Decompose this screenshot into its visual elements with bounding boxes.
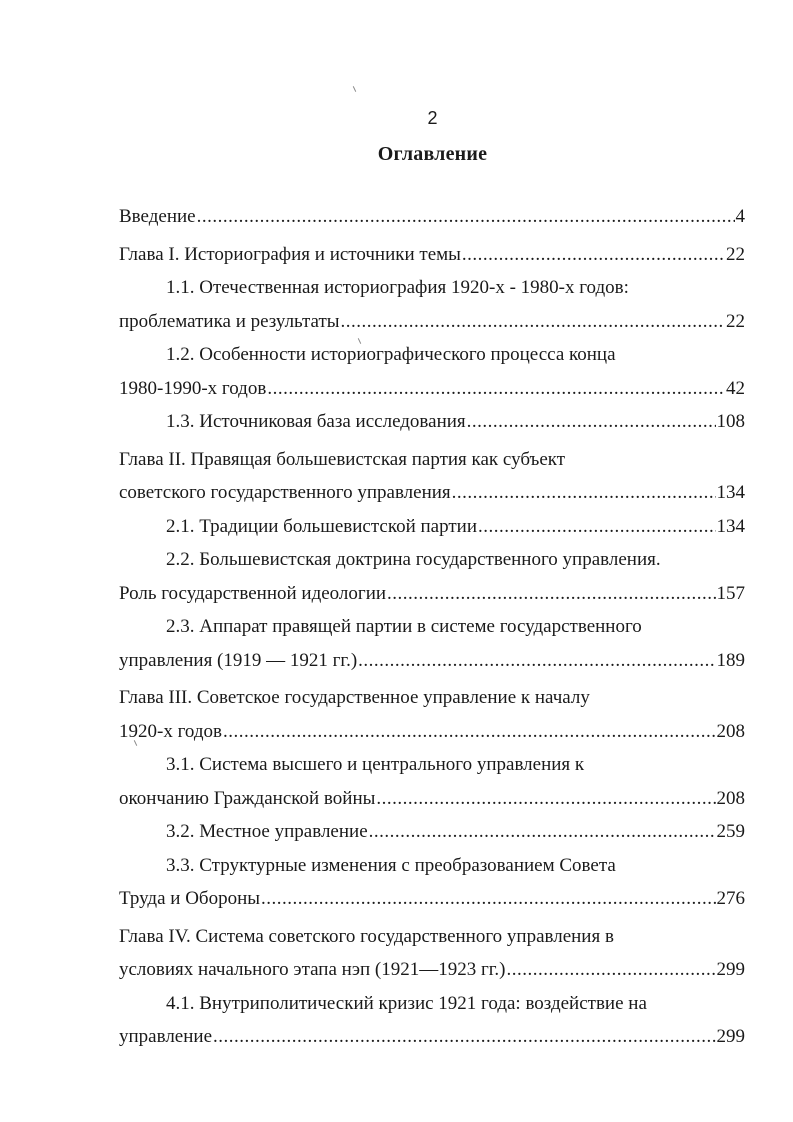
toc-entry-text: 2.1. Традиции большевистской партии (166, 515, 477, 537)
toc-entry (119, 543, 745, 610)
toc-entry-page: 22 (726, 310, 745, 332)
toc-entry-text: 2.3. Аппарат правящей партии в системе государственного (166, 616, 642, 637)
toc-entry-page: 189 (716, 649, 745, 671)
toc-entry-text: Глава I. Историография и источники темы (119, 243, 461, 265)
toc-entry-text: 3.3. Структурные изменения с преобразованием Совета (166, 854, 616, 876)
toc-entry-page: 208 (716, 720, 745, 742)
dot-leader (462, 238, 725, 272)
toc-entry-text: 1.1. Отечественная историография 1920-х - 1980-х годов: (166, 277, 629, 298)
dot-leader (452, 476, 716, 510)
toc-entry-line (119, 644, 745, 678)
toc-entry (119, 238, 745, 272)
toc-entry-line (119, 372, 745, 406)
toc-entry-page: 208 (716, 787, 745, 809)
toc-entry-text: Труда и Обороны (119, 888, 261, 909)
toc-entry-text: условиях начального этапа нэп (1921—1923 гг.) (119, 959, 506, 980)
toc-entry (119, 748, 745, 815)
toc-entry-text: 3.1. Система высшего и центрального управления к (166, 754, 585, 775)
dot-leader (223, 715, 716, 749)
toc-entry-text: 3.2. Местное управление (166, 821, 368, 842)
toc-entry-page: 299 (716, 959, 745, 980)
toc-entry-line (119, 510, 745, 544)
toc-entry-page: 108 (716, 411, 745, 432)
toc-entry-line (119, 882, 745, 916)
toc-entry (119, 987, 745, 1054)
toc-entry-text: Роль государственной идеологии (119, 582, 387, 604)
toc-entry-line (119, 1020, 745, 1054)
toc-entry-line (119, 577, 745, 611)
toc-entry-page: 4 (735, 206, 745, 227)
toc-entry-line (119, 782, 745, 816)
toc-entry-page: 134 (716, 482, 745, 503)
dot-leader (358, 644, 715, 678)
toc-entry (119, 405, 745, 439)
toc-entry (119, 271, 745, 338)
toc-entry (119, 610, 745, 677)
toc-entry-text: Введение (119, 206, 196, 227)
toc-entry-line (119, 815, 745, 849)
dot-leader (341, 305, 725, 339)
dot-leader (376, 782, 715, 816)
dot-leader (369, 815, 716, 849)
toc-entry-page: 276 (716, 888, 745, 909)
toc-entry-page: 134 (716, 515, 745, 537)
toc-entry (119, 815, 745, 849)
toc-entry-line (119, 405, 745, 439)
toc-entry (119, 200, 745, 234)
dot-leader (213, 1020, 715, 1054)
toc-entry (119, 338, 745, 405)
toc-entry-text: 1920-х годов (119, 720, 222, 742)
toc-entry-line (119, 238, 745, 272)
toc-entry-text: 4.1. Внутриполитический кризис 1921 года: воздействие на (166, 992, 647, 1014)
toc-entry-line (119, 715, 745, 749)
toc-entry-page: 157 (716, 582, 745, 604)
toc-entry-text: окончанию Гражданской войны (119, 787, 376, 809)
toc-entry (119, 443, 745, 510)
dot-leader (261, 882, 715, 916)
toc-entry-page: 299 (716, 1026, 745, 1047)
toc-title: Оглавление (377, 143, 488, 165)
toc-entry (119, 681, 745, 748)
toc-entry-text: 1.2. Особенности историографического процесса конца (166, 344, 616, 365)
toc-entry (119, 849, 745, 916)
toc-entry-page: 42 (726, 377, 745, 399)
toc-entry (119, 920, 745, 987)
toc-entry-text: советского государственного управления (119, 482, 451, 503)
page-number: 2 (427, 108, 438, 128)
toc-entry-text: управления (1919 — 1921 гг.) (119, 649, 358, 671)
dot-leader (478, 510, 716, 544)
dot-leader (197, 200, 735, 234)
toc-entry-text: 1.3. Источниковая база исследования (166, 411, 466, 432)
toc-entry-line (119, 953, 745, 987)
dot-leader (507, 953, 716, 987)
toc-entry-text: Глава II. Правящая большевистская партия как субъект (119, 448, 566, 470)
toc-entry-line (119, 476, 745, 510)
dot-leader (467, 405, 716, 439)
table-of-contents (119, 200, 745, 1054)
toc-entry-page: 259 (716, 821, 745, 842)
toc-entry-text: управление (119, 1026, 213, 1047)
toc-entry-page: 22 (726, 243, 745, 265)
toc-entry (119, 510, 745, 544)
toc-entry-text: 1980-1990-х годов (119, 377, 267, 399)
toc-entry-text: Глава III. Советское государственное управление к началу (119, 687, 590, 708)
dot-leader (387, 577, 715, 611)
toc-entry-text: проблематика и результаты (119, 310, 340, 332)
toc-entry-text: Глава IV. Система советского государственного управления в (119, 925, 614, 947)
toc-entry-line (119, 200, 745, 234)
dot-leader (267, 372, 725, 406)
scan-speck (353, 86, 356, 92)
toc-entry-line (119, 305, 745, 339)
toc-entry-text: 2.2. Большевистская доктрина государственного управления. (166, 549, 661, 570)
